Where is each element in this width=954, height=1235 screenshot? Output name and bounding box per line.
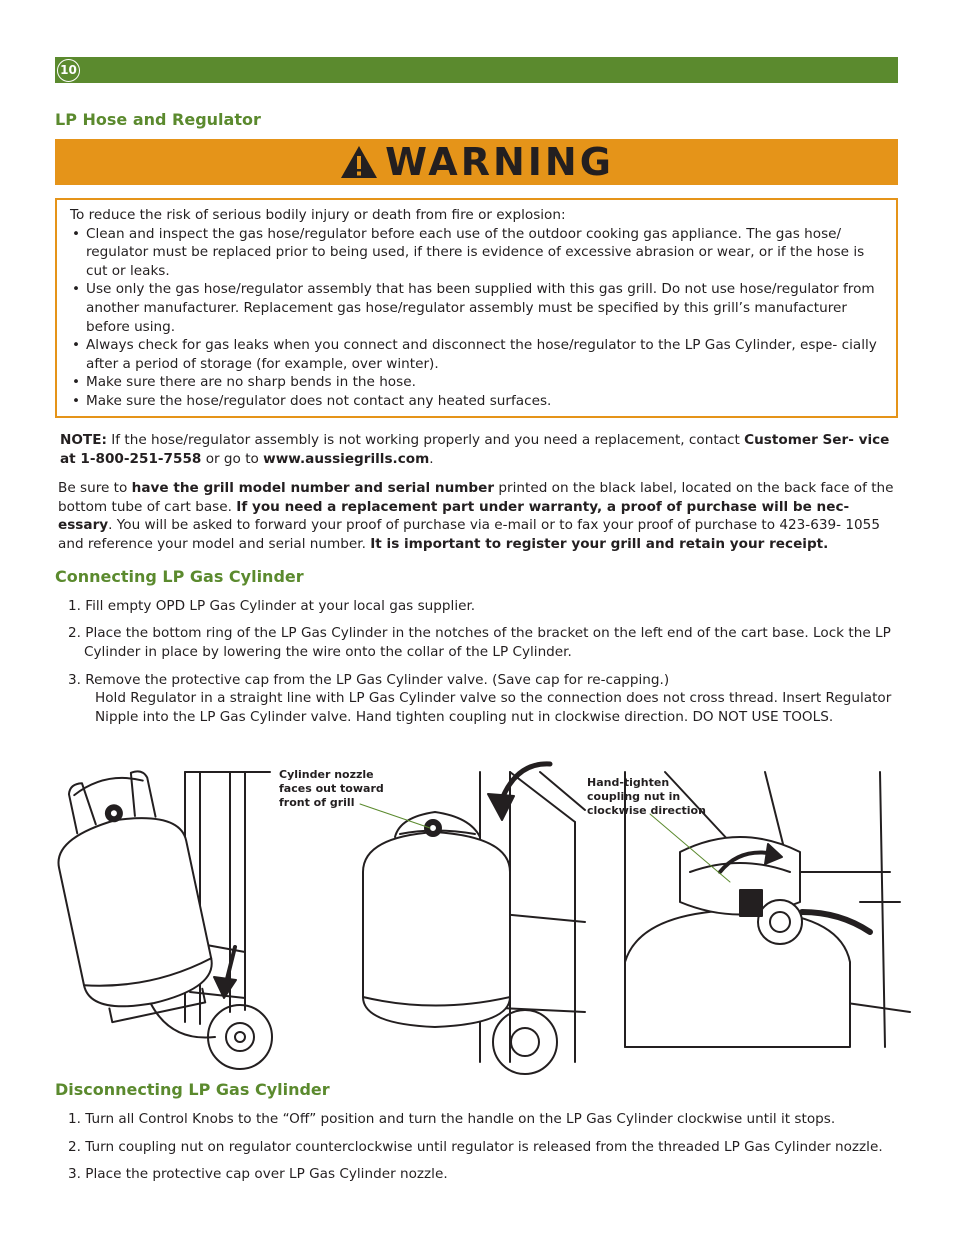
serial-paragraph xyxy=(58,479,894,553)
warning-intro: To reduce the risk of serious bodily injury or death from fire or explosion: xyxy=(70,207,566,223)
page-number: 10 xyxy=(57,59,80,82)
serial-text-bold: have the grill model number and serial number xyxy=(131,480,495,496)
callout-nozzle: Cylinder nozzle faces out toward front of grill xyxy=(279,768,384,809)
connect-step-3: 3. Remove the protective cap from the LP Gas Cylinder valve. (Save cap for re-capping.) xyxy=(68,672,670,688)
header-bar xyxy=(55,57,898,83)
section-title-hose: LP Hose and Regulator xyxy=(55,110,261,129)
section-title-disconnect: Disconnecting LP Gas Cylinder xyxy=(55,1080,330,1099)
warning-bullet: • Always check for gas leaks when you connect and disconnect the hose/regulator to the LP Gas Cylinder, espe- cially after a period of storage (for example, over winter). xyxy=(70,336,885,373)
note-paragraph xyxy=(60,431,892,468)
serial-text: . You will be asked to forward your proof of purchase via e-mail or to fax your proof of purchase to 423-639- 1055 and reference your model and serial number. xyxy=(58,517,880,552)
callout-coupling: Hand-tighten coupling nut in clockwise direction xyxy=(587,776,706,817)
website-link[interactable]: www.aussiegrills.com xyxy=(263,450,430,467)
section-title-connect: Connecting LP Gas Cylinder xyxy=(55,567,304,586)
customer-service-phone: Customer Ser- vice at 1-800-251-7558 xyxy=(60,432,890,467)
disconnect-step-1: 1. Turn all Control Knobs to the “Off” position and turn the handle on the LP Gas Cylinder clockwise until it stops. xyxy=(68,1111,836,1127)
serial-text: printed on the black label, located on the back face of the bottom tube of cart base. xyxy=(58,480,894,515)
warning-triangle-icon xyxy=(339,144,379,180)
warning-list xyxy=(70,225,885,411)
warning-bullet: • Use only the gas hose/regulator assembly that has been supplied with this gas grill. Do not use hose/regulator from another manufacturer. Replacement gas hose/regulator assembly must be specified by this grill’s manufacturer before using. xyxy=(70,280,885,336)
disconnect-step-2: 2. Turn coupling nut on regulator counterclockwise until regulator is released from the threaded LP Gas Cylinder nozzle. xyxy=(68,1139,883,1155)
warning-bullet: • Make sure the hose/regulator does not contact any heated surfaces. xyxy=(70,392,885,411)
warning-bullet: • Clean and inspect the gas hose/regulator before each use of the outdoor cooking gas appliance. The gas hose/ regulator must be replaced prior to being used, if there is evidence of excessive abrasion or wear, or if the hose is cut or leaks. xyxy=(70,225,885,281)
disconnect-step-3: 3. Place the protective cap over LP Gas Cylinder nozzle. xyxy=(68,1166,448,1182)
serial-text-bold: If you need a replacement part under warranty, a proof of purchase will be nec- essary xyxy=(58,498,850,534)
figure-2-cylinder-in-cart xyxy=(360,764,585,1074)
cylinder-illustrations xyxy=(40,762,920,1067)
connect-step-2: 2. Place the bottom ring of the LP Gas Cylinder in the notches of the bracket on the left end of the cart base. Lock the LP Cylinder in place by lowering the wire onto the collar of the LP Cylinder. xyxy=(68,625,891,660)
connect-step-1: 1. Fill empty OPD LP Gas Cylinder at your local gas supplier. xyxy=(68,598,476,614)
note-text: or go to xyxy=(201,450,264,467)
note-text: . xyxy=(429,450,434,467)
warning-banner xyxy=(55,139,898,185)
connect-step-3-detail: Hold Regulator in a straight line with LP Gas Cylinder valve so the connection does not cross thread. Insert Regulator Nipple into the LP Gas Cylinder valve. Hand tighten coupling nut in clockwise direction. DO NOT USE TOOLS. xyxy=(95,690,892,725)
serial-text-bold: It is important to register your grill and retain your receipt. xyxy=(370,535,829,552)
figure-1-tilted-cylinder xyxy=(43,764,272,1069)
warning-box xyxy=(55,198,898,418)
warning-label: WARNING xyxy=(385,140,614,184)
serial-text: Be sure to xyxy=(58,480,132,496)
warning-bullet: • Make sure there are no sharp bends in the hose. xyxy=(70,373,885,392)
note-text: If the hose/regulator assembly is not working properly and you need a replacement, contact xyxy=(106,432,745,448)
note-label: NOTE: xyxy=(60,432,107,448)
